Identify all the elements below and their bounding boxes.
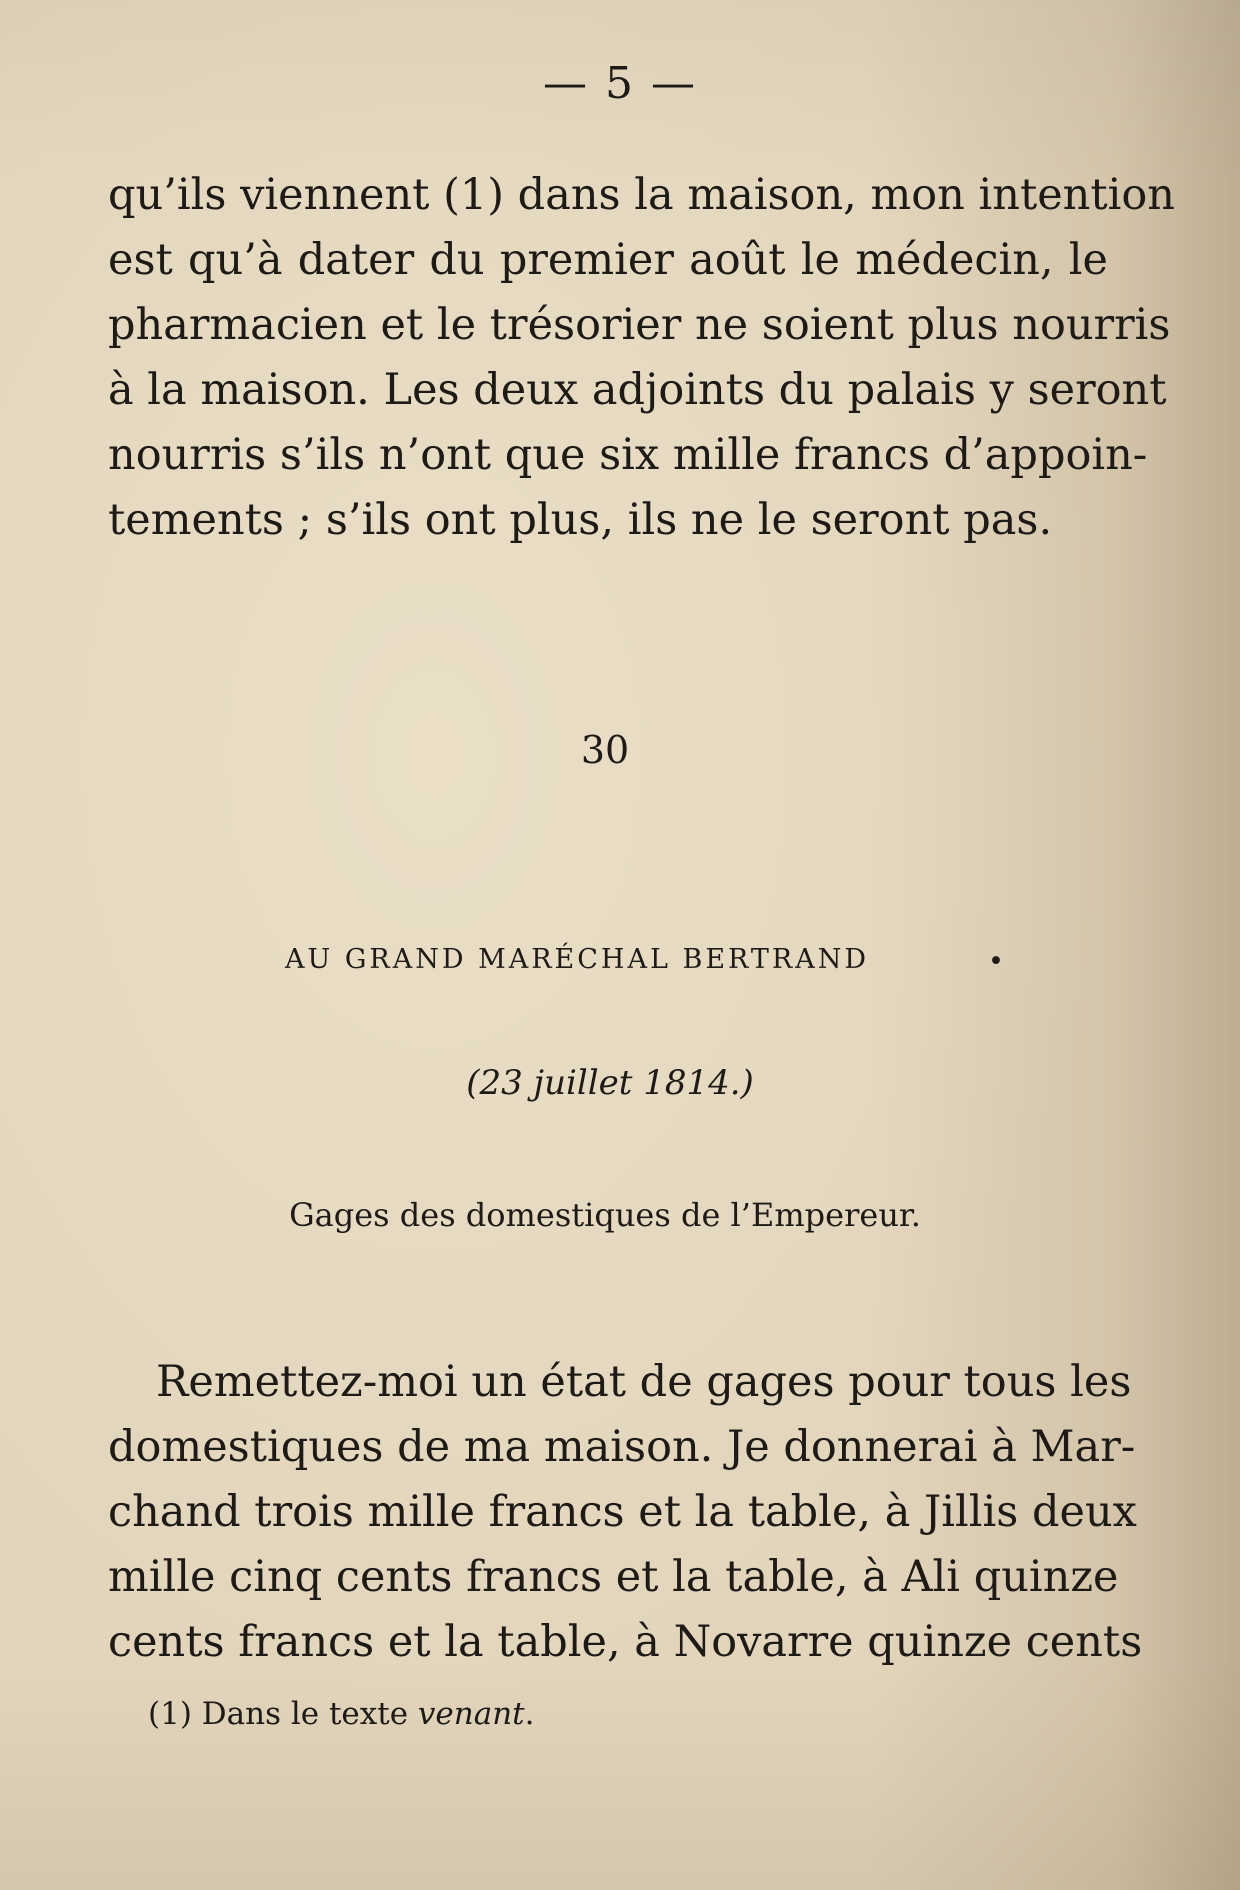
text-line: chand trois mille francs et la table, à Jillis deux: [108, 1487, 1137, 1537]
text-line: est qu’à dater du premier août le médecin, le: [108, 235, 1108, 285]
letter-subject: Gages des domestiques de l’Empereur.: [289, 1196, 921, 1234]
paragraph-continuation: [108, 163, 1175, 553]
footnote: [148, 1696, 534, 1732]
footnote-end: .: [524, 1696, 535, 1732]
text-line: qu’ils viennent (1) dans la maison, mon intention: [108, 170, 1175, 220]
letter-date: (23 juillet 1814.): [466, 1063, 754, 1103]
page-number: — 5 —: [543, 58, 697, 109]
letter-recipient: AU GRAND MARÉCHAL BERTRAND: [285, 944, 869, 975]
letter-number: 30: [580, 728, 630, 772]
stray-mark: •: [988, 946, 1004, 977]
text-line: Remettez-moi un état de gages pour tous les: [156, 1357, 1132, 1407]
text-line: domestiques de ma maison. Je donnerai à Mar-: [108, 1422, 1136, 1472]
footnote-text: (1) Dans le texte: [148, 1696, 418, 1732]
footnote-word: venant: [417, 1696, 525, 1732]
text-line: pharmacien et le trésorier ne soient plus nourris: [108, 300, 1171, 350]
letter-body: [108, 1350, 1143, 1675]
text-line: cents francs et la table, à Novarre quinze cents: [108, 1617, 1143, 1667]
text-line: nourris s’ils n’ont que six mille francs d’appoin-: [108, 430, 1148, 480]
text-line: mille cinq cents francs et la table, à Ali quinze: [108, 1552, 1119, 1602]
text-line: à la maison. Les deux adjoints du palais y seront: [108, 365, 1167, 415]
text-line: tements ; s’ils ont plus, ils ne le seront pas.: [108, 495, 1053, 545]
